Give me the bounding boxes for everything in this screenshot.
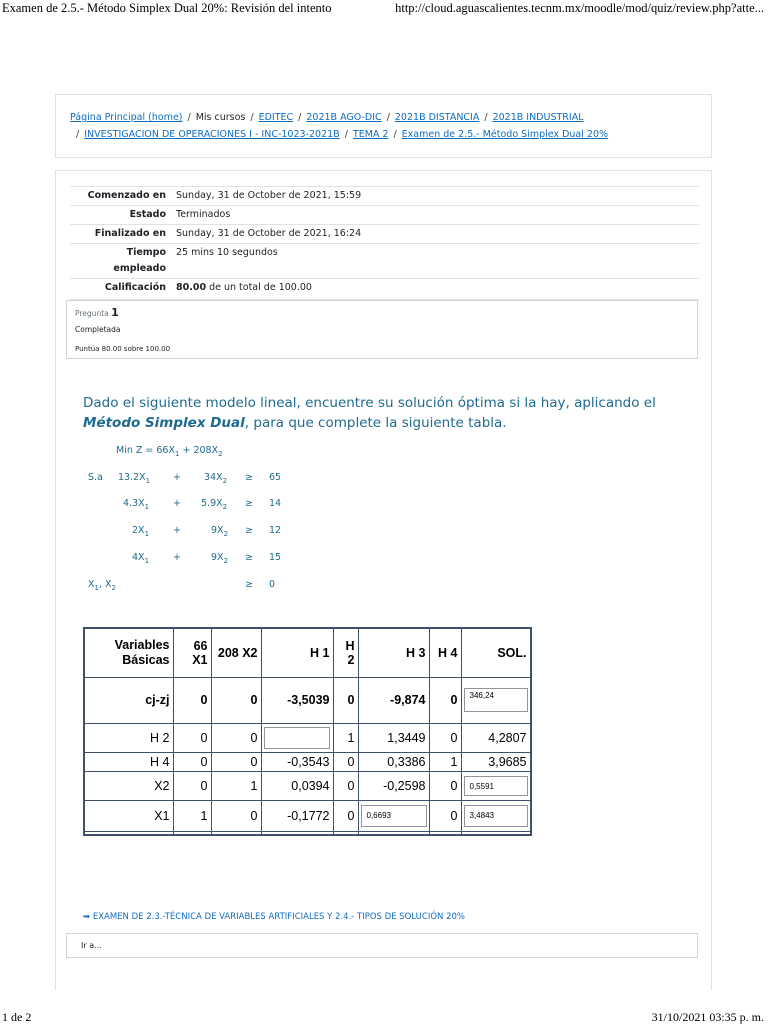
- breadcrumb-separator: /: [386, 112, 390, 123]
- row-sol-cell: [461, 800, 531, 831]
- tail-cell: [261, 831, 333, 835]
- row-vb: X2: [84, 771, 173, 800]
- breadcrumb-line-2: [76, 129, 608, 140]
- attempt-summary-table: [70, 186, 699, 300]
- summary-label: Estado: [129, 209, 166, 220]
- question-grade: Puntúa 80.00 sobre 100.00: [75, 345, 171, 353]
- row-sol-cell: [461, 771, 531, 800]
- x2-sol-input[interactable]: 0,5591: [464, 776, 528, 796]
- row-x1: 1: [173, 800, 211, 831]
- constraint-rhs: 15: [269, 552, 282, 563]
- grade-total: de un total de 100.00: [209, 282, 312, 293]
- constraint-coef-1: $4.3X_1$: [123, 498, 150, 511]
- summary-label-line: empleado: [113, 263, 166, 274]
- nonneg-rhs: 0: [269, 579, 276, 590]
- subject-to-label: S.a: [88, 472, 103, 483]
- summary-value: 25 mins 10 segundos: [176, 247, 278, 258]
- header-sol: SOL.: [461, 628, 531, 677]
- row-x1: 0: [173, 771, 211, 800]
- breadcrumb-separator: /: [76, 129, 80, 140]
- header-h2: H 2: [333, 628, 358, 677]
- breadcrumb-line-1: [70, 112, 583, 123]
- header-variables-basicas: Variables Básicas: [84, 628, 173, 677]
- previous-activity-link[interactable]: ➡ EXAMEN DE 2.3.-TÉCNICA DE VARIABLES ARTIFICIALES Y 2.4.- TIPOS DE SOLUCIÓN 20%: [83, 912, 465, 922]
- row-x2: 0: [211, 723, 261, 752]
- row-h4: 1: [429, 752, 461, 771]
- question-number-label: Pregunta: [75, 309, 109, 318]
- cj-sol-cell: [461, 677, 531, 723]
- grade-value: 80.00: [176, 282, 207, 293]
- constraint-coef-1: $2X_1$: [132, 525, 150, 538]
- tableau-header-row: [84, 628, 531, 677]
- row-h1: -0,3543: [261, 752, 333, 771]
- breadcrumb-ago-dic-link[interactable]: 2021B AGO-DIC: [306, 112, 382, 123]
- cj-sol-input[interactable]: 346,24: [464, 688, 528, 712]
- constraint-op: +: [173, 552, 181, 563]
- summary-value: Terminados: [176, 209, 231, 220]
- print-page-title: Examen de 2.5.- Método Simplex Dual 20%: Revisión del intento: [2, 1, 332, 15]
- cj-zj-row: [84, 677, 531, 723]
- question-emphasis: Método Simplex Dual: [83, 415, 245, 431]
- row-vb: H 4: [84, 752, 173, 771]
- header-h4: H 4: [429, 628, 461, 677]
- row-vb: X1: [84, 800, 173, 831]
- question-state: Completada: [75, 325, 121, 334]
- cj-h1: -3,5039: [261, 677, 333, 723]
- row-h3-cell: [358, 800, 429, 831]
- summary-label: Comenzado en: [87, 190, 166, 201]
- constraint-op: +: [173, 472, 181, 483]
- row-h1: 0,0394: [261, 771, 333, 800]
- question-number-value: 1: [111, 306, 119, 319]
- question-text: [83, 393, 698, 433]
- print-page-number: 1 de 2: [2, 1010, 32, 1024]
- row-x1: 0: [173, 723, 211, 752]
- row-sol: 4,2807: [461, 723, 531, 752]
- breadcrumb-industrial-link[interactable]: 2021B INDUSTRIAL: [492, 112, 584, 123]
- header-h3: H 3: [358, 628, 429, 677]
- x1-sol-input[interactable]: 3,4843: [464, 805, 528, 827]
- summary-value: [176, 280, 312, 296]
- print-footer: [0, 1010, 768, 1024]
- row-vb: H 2: [84, 723, 173, 752]
- header-x2: 208 X2: [211, 628, 261, 677]
- print-header: [0, 0, 768, 20]
- row-x2: 0: [211, 752, 261, 771]
- breadcrumb-course-link[interactable]: INVESTIGACION DE OPERACIONES I - INC-1023-2021B: [84, 129, 340, 140]
- table-tail-row: [84, 831, 531, 835]
- row-h4: 0: [429, 800, 461, 831]
- breadcrumb-separator: /: [484, 112, 488, 123]
- row-h2: 0: [333, 800, 358, 831]
- table-row: [84, 771, 531, 800]
- constraint-coef-2: $34X_2$: [204, 472, 228, 485]
- summary-row: [70, 278, 699, 300]
- summary-label: Calificación: [104, 282, 166, 293]
- cj-h4: 0: [429, 677, 461, 723]
- cj-h3: -9,874: [358, 677, 429, 723]
- breadcrumb-quiz-link[interactable]: Examen de 2.5.- Método Simplex Dual 20%: [401, 129, 609, 140]
- question-number: [75, 306, 119, 319]
- row-h4: 0: [429, 771, 461, 800]
- summary-row: [70, 243, 699, 278]
- breadcrumb-tema-link[interactable]: TEMA 2: [352, 129, 389, 140]
- cj-h2: 0: [333, 677, 358, 723]
- constraint-coef-2: $9X_2$: [211, 525, 229, 538]
- row-x1: 0: [173, 752, 211, 771]
- summary-label: [70, 245, 166, 277]
- table-row: [84, 752, 531, 771]
- summary-row: [70, 224, 699, 243]
- constraint-coef-2: $9X_2$: [211, 552, 229, 565]
- breadcrumb-distancia-link[interactable]: 2021B DISTANCIA: [394, 112, 480, 123]
- constraint-op: +: [173, 498, 181, 509]
- constraint-rhs: 65: [269, 472, 282, 483]
- row-h3: -0,2598: [358, 771, 429, 800]
- nonneg-rel: ≥: [245, 579, 253, 590]
- row-h3: 0,3386: [358, 752, 429, 771]
- constraint-rel: ≥: [245, 472, 253, 483]
- summary-row: [70, 186, 699, 205]
- constraint-coef-2: $5.9X_2$: [201, 498, 228, 511]
- h2-h1-input[interactable]: [264, 727, 330, 749]
- summary-value: Sunday, 31 de October de 2021, 16:24: [176, 228, 362, 239]
- tail-cell: [84, 831, 173, 835]
- row-sol: 3,9685: [461, 752, 531, 771]
- table-row: [84, 723, 531, 752]
- summary-label-line: Tiempo: [126, 247, 166, 258]
- constraint-rel: ≥: [245, 525, 253, 536]
- tail-cell: [358, 831, 429, 835]
- row-h4: 0: [429, 723, 461, 752]
- breadcrumb: [55, 94, 712, 158]
- row-x2: 1: [211, 771, 261, 800]
- tail-cell: [173, 831, 211, 835]
- question-text-before: Dado el siguiente modelo lineal, encuentre su solución óptima si la hay, aplicando el: [83, 395, 656, 411]
- header-h1: H 1: [261, 628, 333, 677]
- constraint-coef-1: $4X_1$: [132, 552, 150, 565]
- print-datetime: 31/10/2021 03:35 p. m.: [651, 1010, 764, 1024]
- row-h2: 0: [333, 752, 358, 771]
- jump-to-select[interactable]: Ir a...: [66, 933, 698, 958]
- nonneg-vars: $X_1$, $X_2$: [88, 579, 117, 592]
- row-h1: -0,1772: [261, 800, 333, 831]
- cj-x2: 0: [211, 677, 261, 723]
- breadcrumb-separator: /: [187, 112, 191, 123]
- breadcrumb-home-link[interactable]: Página Principal (home): [70, 112, 183, 123]
- question-text-after: , para que complete la siguiente tabla.: [244, 415, 507, 431]
- summary-label: Finalizado en: [94, 228, 166, 239]
- cj-x1: 0: [173, 677, 211, 723]
- summary-value: Sunday, 31 de October de 2021, 15:59: [176, 190, 362, 201]
- objective-mid: + 208X: [179, 445, 219, 456]
- tail-cell: [461, 831, 531, 835]
- row-h1-cell: [261, 723, 333, 752]
- breadcrumb-separator: /: [250, 112, 254, 123]
- table-row: [84, 800, 531, 831]
- summary-row: [70, 205, 699, 224]
- x1-h3-input[interactable]: 0,6693: [361, 805, 427, 827]
- breadcrumb-separator: /: [298, 112, 302, 123]
- constraint-rhs: 14: [269, 498, 282, 509]
- subscript: 2: [218, 449, 223, 458]
- constraint-rel: ≥: [245, 498, 253, 509]
- breadcrumb-editec-link[interactable]: EDITEC: [258, 112, 294, 123]
- tail-cell: [429, 831, 461, 835]
- header-x1: 66 X1: [173, 628, 211, 677]
- print-url: http://cloud.aguascalientes.tecnm.mx/moodle/mod/quiz/review.php?atte...: [395, 1, 764, 15]
- row-x2: 0: [211, 800, 261, 831]
- constraint-op: +: [173, 525, 181, 536]
- tail-cell: [211, 831, 261, 835]
- constraint-rhs: 12: [269, 525, 282, 536]
- row-h2: 0: [333, 771, 358, 800]
- constraint-coef-1: $13.2X_1$: [118, 472, 151, 485]
- subscript: 1: [174, 449, 180, 458]
- breadcrumb-separator: /: [393, 129, 397, 140]
- breadcrumb-separator: /: [344, 129, 348, 140]
- row-h2: 1: [333, 723, 358, 752]
- cj-zj-label: cj-zj: [84, 677, 173, 723]
- row-h3: 1,3449: [358, 723, 429, 752]
- objective-prefix: Min Z = 66X: [116, 445, 175, 456]
- simplex-tableau: [83, 627, 532, 836]
- question-info-box: [66, 300, 698, 359]
- objective-function: [116, 445, 223, 458]
- tail-cell: [333, 831, 358, 835]
- breadcrumb-mis-cursos: Mis cursos: [195, 112, 246, 123]
- constraint-rel: ≥: [245, 552, 253, 563]
